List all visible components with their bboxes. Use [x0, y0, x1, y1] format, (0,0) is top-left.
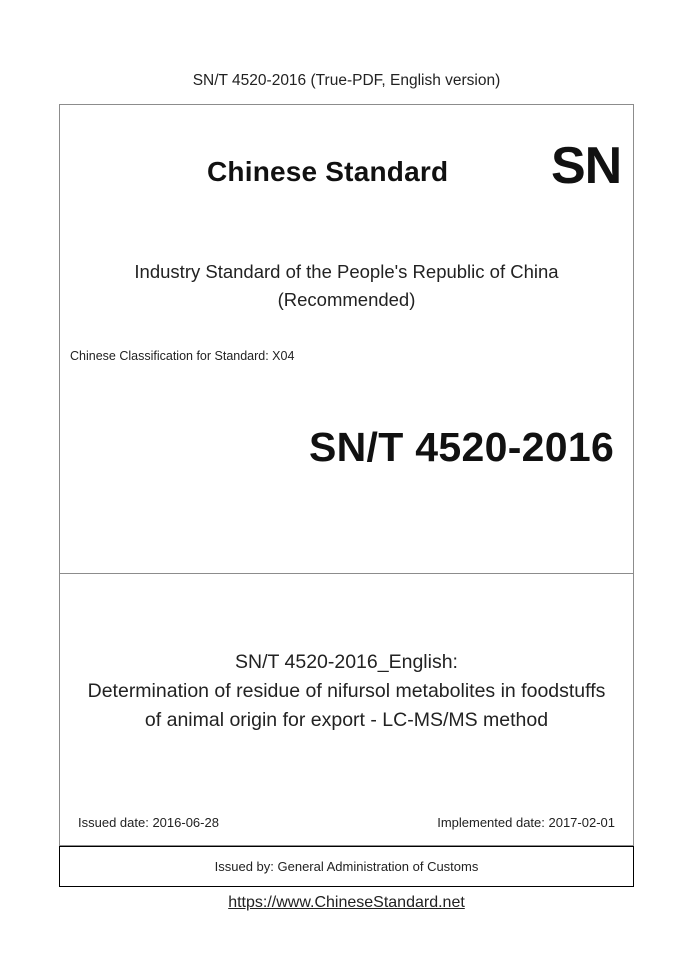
sn-logo: SN	[551, 137, 622, 195]
document-header: SN/T 4520-2016 (True-PDF, English version)	[192, 72, 501, 89]
implemented-date: Implemented date: 2017-02-01	[437, 815, 615, 830]
classification-label: Chinese Classification for Standard: X04	[70, 349, 295, 363]
issuer-text: Issued by: General Administration of Customs	[214, 859, 479, 874]
industry-standard-line: Industry Standard of the People's Republic of China	[134, 261, 559, 282]
website-link[interactable]: https://www.ChineseStandard.net	[228, 894, 465, 911]
issued-date: Issued date: 2016-06-28	[78, 815, 219, 830]
industry-standard-heading	[0, 258, 693, 314]
standard-number: SN/T 4520-2016	[309, 424, 615, 470]
document-title	[0, 648, 693, 735]
brand-title: Chinese Standard	[207, 156, 449, 187]
recommended-label: (Recommended)	[277, 289, 416, 310]
title-line-2: Determination of residue of nifursol metabolites in foodstuffs	[87, 680, 606, 702]
title-line-1: SN/T 4520-2016_English:	[235, 651, 458, 673]
issuer-box	[59, 846, 634, 887]
title-line-3: of animal origin for export - LC-MS/MS method	[144, 709, 549, 731]
